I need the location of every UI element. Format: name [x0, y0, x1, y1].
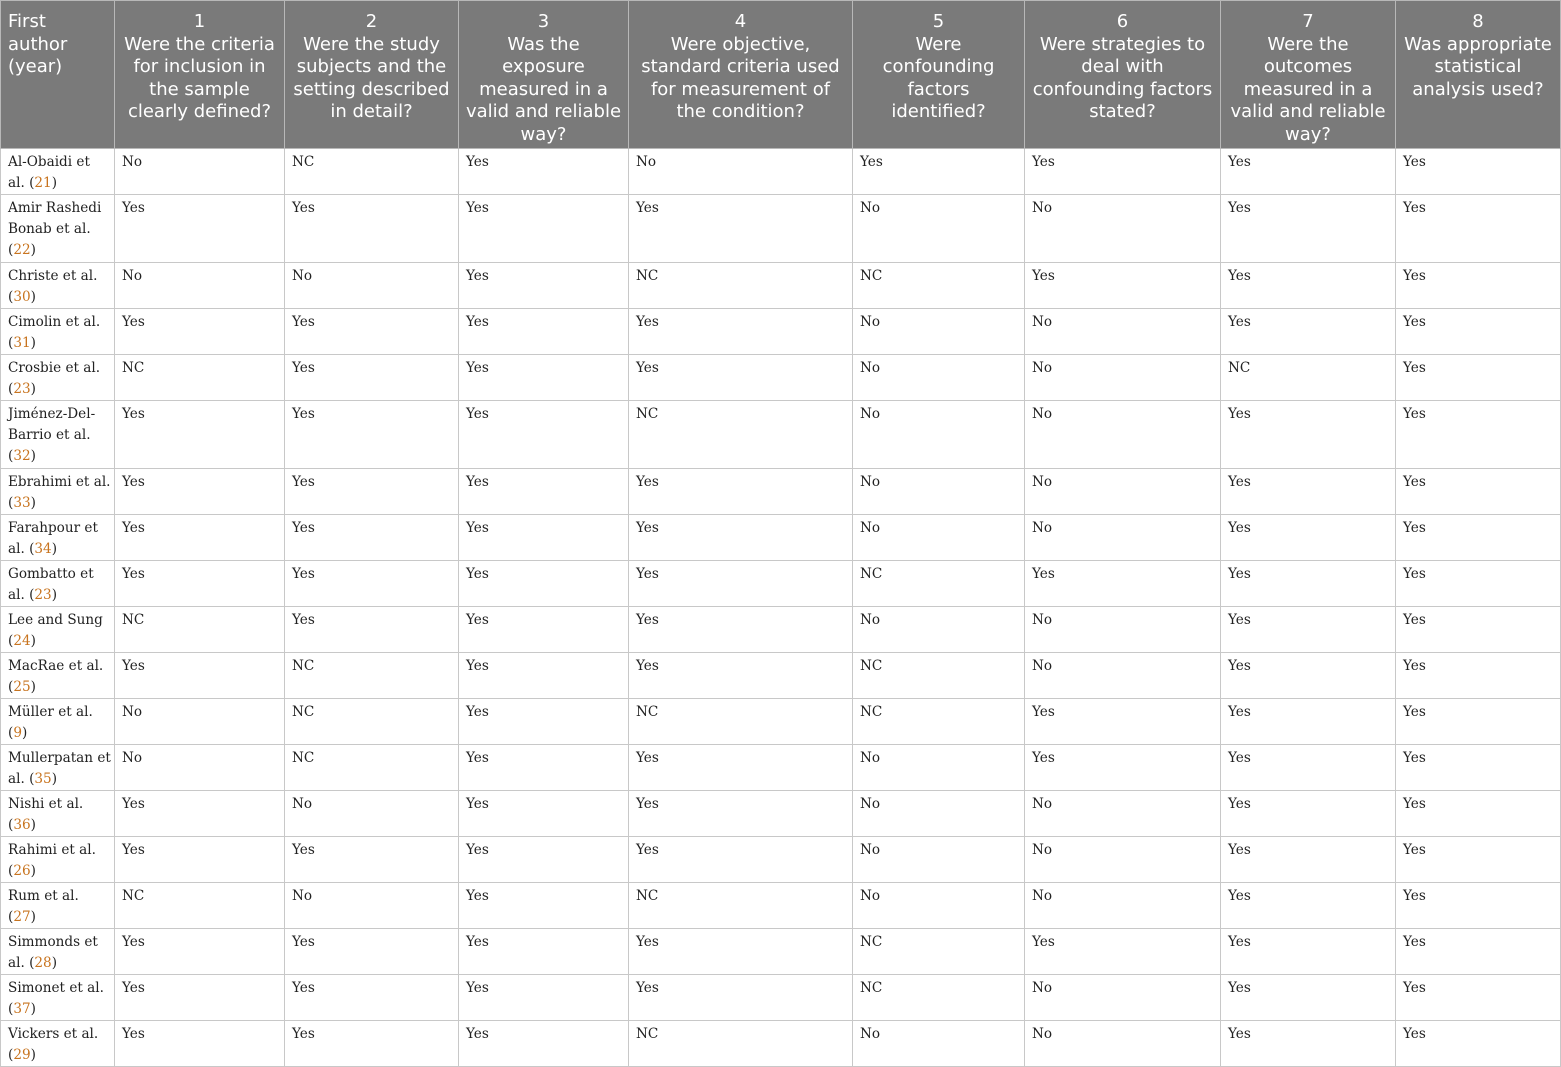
answer-cell-q5: No — [853, 883, 1025, 929]
answer-cell-q6: No — [1025, 837, 1221, 883]
answer-cell-q7: Yes — [1221, 883, 1396, 929]
table-row — [1, 929, 1561, 975]
answer-cell-q8: Yes — [1396, 791, 1561, 837]
answer-cell-q3: Yes — [459, 355, 629, 401]
answer-cell-q7: Yes — [1221, 837, 1396, 883]
answer-cell-q8: Yes — [1396, 469, 1561, 515]
answer-cell-q4: Yes — [629, 561, 853, 607]
reference-link[interactable]: 22 — [13, 242, 31, 258]
answer-cell-q2: Yes — [285, 515, 459, 561]
author-cell: Simmonds et al. (28) — [1, 929, 115, 975]
question-text: Were the outcomes measured in a valid and reliable way? — [1230, 33, 1386, 145]
answer-cell-q3: Yes — [459, 515, 629, 561]
author-cell: Rum et al. (27) — [1, 883, 115, 929]
author-cell: Lee and Sung (24) — [1, 607, 115, 653]
answer-cell-q1: Yes — [115, 469, 285, 515]
author-name: Jiménez-Del-Barrio et al. — [8, 406, 96, 443]
answer-cell-q5: NC — [853, 561, 1025, 607]
answer-cell-q8: Yes — [1396, 1021, 1561, 1067]
author-name: Müller et al. — [8, 704, 93, 720]
answer-cell-q7: Yes — [1221, 469, 1396, 515]
answer-cell-q2: Yes — [285, 355, 459, 401]
answer-cell-q7: Yes — [1221, 929, 1396, 975]
reference-link[interactable]: 21 — [34, 175, 52, 191]
answer-cell-q3: Yes — [459, 745, 629, 791]
author-cell: Farahpour et al. (34) — [1, 515, 115, 561]
author-cell: Simonet et al. (37) — [1, 975, 115, 1021]
author-name: Mullerpatan et al. — [8, 750, 111, 787]
author-name: Rum et al. — [8, 888, 79, 904]
author-name: Lee and Sung — [8, 612, 103, 628]
answer-cell-q2: Yes — [285, 195, 459, 263]
answer-cell-q5: No — [853, 309, 1025, 355]
answer-cell-q5: NC — [853, 975, 1025, 1021]
answer-cell-q8: Yes — [1396, 745, 1561, 791]
answer-cell-q1: Yes — [115, 653, 285, 699]
header-question-3 — [459, 1, 629, 149]
reference-link[interactable]: 23 — [13, 381, 31, 397]
reference-link[interactable]: 37 — [13, 1001, 31, 1017]
answer-cell-q7: Yes — [1221, 1021, 1396, 1067]
header-question-2 — [285, 1, 459, 149]
author-name: Crosbie et al. — [8, 360, 101, 376]
answer-cell-q4: NC — [629, 883, 853, 929]
question-number: 7 — [1302, 11, 1314, 32]
reference-link[interactable]: 32 — [13, 448, 31, 464]
answer-cell-q4: Yes — [629, 975, 853, 1021]
answer-cell-q7: Yes — [1221, 309, 1396, 355]
table-row — [1, 837, 1561, 883]
answer-cell-q6: No — [1025, 469, 1221, 515]
question-number: 1 — [193, 11, 206, 32]
question-text: Were objective, standard criteria used for measurement of the condition? — [641, 33, 840, 122]
answer-cell-q2: No — [285, 791, 459, 837]
answer-cell-q3: Yes — [459, 791, 629, 837]
author-cell: MacRae et al. (25) — [1, 653, 115, 699]
answer-cell-q7: Yes — [1221, 791, 1396, 837]
answer-cell-q5: No — [853, 1021, 1025, 1067]
reference-link[interactable]: 9 — [13, 725, 22, 741]
answer-cell-q7: Yes — [1221, 263, 1396, 309]
answer-cell-q6: Yes — [1025, 263, 1221, 309]
table-row — [1, 883, 1561, 929]
table-row — [1, 355, 1561, 401]
table-row — [1, 607, 1561, 653]
answer-cell-q2: Yes — [285, 929, 459, 975]
author-cell: Nishi et al. (36) — [1, 791, 115, 837]
author-cell: Christe et al. (30) — [1, 263, 115, 309]
answer-cell-q6: No — [1025, 515, 1221, 561]
answer-cell-q4: Yes — [629, 791, 853, 837]
reference-link[interactable]: 34 — [34, 541, 52, 557]
question-number: 2 — [365, 11, 378, 32]
author-name: Ebrahimi et al. — [8, 474, 111, 490]
answer-cell-q3: Yes — [459, 195, 629, 263]
author-name: Gombatto et al. — [8, 566, 94, 603]
answer-cell-q1: NC — [115, 607, 285, 653]
answer-cell-q2: Yes — [285, 401, 459, 469]
answer-cell-q4: NC — [629, 401, 853, 469]
answer-cell-q3: Yes — [459, 837, 629, 883]
answer-cell-q7: Yes — [1221, 561, 1396, 607]
answer-cell-q3: Yes — [459, 561, 629, 607]
table-row — [1, 401, 1561, 469]
answer-cell-q5: No — [853, 837, 1025, 883]
author-cell: Müller et al. (9) — [1, 699, 115, 745]
question-text: Were the study subjects and the setting described in detail? — [293, 33, 450, 122]
answer-cell-q6: No — [1025, 1021, 1221, 1067]
answer-cell-q2: No — [285, 883, 459, 929]
answer-cell-q6: No — [1025, 791, 1221, 837]
answer-cell-q6: No — [1025, 653, 1221, 699]
answer-cell-q8: Yes — [1396, 309, 1561, 355]
answer-cell-q3: Yes — [459, 149, 629, 195]
answer-cell-q1: Yes — [115, 309, 285, 355]
table-row — [1, 309, 1561, 355]
reference-link[interactable]: 29 — [13, 1047, 31, 1063]
answer-cell-q7: Yes — [1221, 515, 1396, 561]
reference-link[interactable]: 36 — [13, 817, 31, 833]
answer-cell-q1: Yes — [115, 1021, 285, 1067]
answer-cell-q5: No — [853, 515, 1025, 561]
answer-cell-q8: Yes — [1396, 355, 1561, 401]
author-cell: Rahimi et al. (26) — [1, 837, 115, 883]
header-first-author: First author (year) — [1, 1, 115, 149]
answer-cell-q5: No — [853, 745, 1025, 791]
reference-link[interactable]: 26 — [13, 863, 31, 879]
table-row — [1, 975, 1561, 1021]
header-question-8 — [1396, 1, 1561, 149]
answer-cell-q1: Yes — [115, 975, 285, 1021]
answer-cell-q4: Yes — [629, 837, 853, 883]
author-name: Christe et al. — [8, 268, 98, 284]
answer-cell-q8: Yes — [1396, 929, 1561, 975]
answer-cell-q6: Yes — [1025, 561, 1221, 607]
answer-cell-q8: Yes — [1396, 195, 1561, 263]
answer-cell-q7: Yes — [1221, 699, 1396, 745]
question-number: 3 — [537, 11, 550, 32]
author-cell: Al-Obaidi et al. (21) — [1, 149, 115, 195]
answer-cell-q2: Yes — [285, 469, 459, 515]
author-cell: Gombatto et al. (23) — [1, 561, 115, 607]
answer-cell-q6: No — [1025, 975, 1221, 1021]
answer-cell-q3: Yes — [459, 699, 629, 745]
answer-cell-q2: Yes — [285, 607, 459, 653]
reference-link[interactable]: 27 — [13, 909, 31, 925]
answer-cell-q8: Yes — [1396, 975, 1561, 1021]
answer-cell-q5: No — [853, 607, 1025, 653]
table-row — [1, 791, 1561, 837]
answer-cell-q1: Yes — [115, 561, 285, 607]
answer-cell-q3: Yes — [459, 929, 629, 975]
answer-cell-q1: No — [115, 745, 285, 791]
answer-cell-q2: Yes — [285, 561, 459, 607]
answer-cell-q8: Yes — [1396, 149, 1561, 195]
answer-cell-q1: Yes — [115, 929, 285, 975]
answer-cell-q4: Yes — [629, 745, 853, 791]
table-row — [1, 149, 1561, 195]
author-name: Amir Rashedi Bonab et al. — [8, 200, 102, 237]
author-name: Farahpour et al. — [8, 520, 98, 557]
answer-cell-q7: Yes — [1221, 975, 1396, 1021]
answer-cell-q1: NC — [115, 355, 285, 401]
answer-cell-q1: No — [115, 263, 285, 309]
answer-cell-q5: No — [853, 469, 1025, 515]
answer-cell-q1: Yes — [115, 791, 285, 837]
answer-cell-q2: Yes — [285, 309, 459, 355]
answer-cell-q4: Yes — [629, 309, 853, 355]
answer-cell-q4: Yes — [629, 355, 853, 401]
answer-cell-q3: Yes — [459, 263, 629, 309]
question-text: Was appropriate statistical analysis used? — [1404, 33, 1552, 100]
header-row — [1, 1, 1561, 149]
answer-cell-q1: Yes — [115, 515, 285, 561]
answer-cell-q5: No — [853, 195, 1025, 263]
table-row — [1, 263, 1561, 309]
answer-cell-q7: NC — [1221, 355, 1396, 401]
answer-cell-q3: Yes — [459, 607, 629, 653]
table-row — [1, 745, 1561, 791]
author-cell: Crosbie et al. (23) — [1, 355, 115, 401]
answer-cell-q3: Yes — [459, 975, 629, 1021]
question-number: 8 — [1472, 11, 1484, 32]
answer-cell-q1: Yes — [115, 195, 285, 263]
answer-cell-q5: NC — [853, 653, 1025, 699]
answer-cell-q6: Yes — [1025, 745, 1221, 791]
reference-link[interactable]: 30 — [13, 289, 31, 305]
answer-cell-q8: Yes — [1396, 401, 1561, 469]
reference-link[interactable]: 31 — [13, 335, 31, 351]
table-row — [1, 515, 1561, 561]
question-text: Were confounding factors identified? — [882, 33, 995, 122]
author-cell: Cimolin et al. (31) — [1, 309, 115, 355]
answer-cell-q4: NC — [629, 263, 853, 309]
header-question-7 — [1221, 1, 1396, 149]
answer-cell-q5: Yes — [853, 149, 1025, 195]
author-cell: Amir Rashedi Bonab et al. (22) — [1, 195, 115, 263]
answer-cell-q1: No — [115, 149, 285, 195]
answer-cell-q3: Yes — [459, 309, 629, 355]
answer-cell-q4: Yes — [629, 469, 853, 515]
table-row — [1, 653, 1561, 699]
author-name: Al-Obaidi et al. — [8, 154, 90, 191]
answer-cell-q1: NC — [115, 883, 285, 929]
question-text: Were the criteria for inclusion in the sample clearly defined? — [124, 33, 275, 122]
answer-cell-q6: Yes — [1025, 699, 1221, 745]
question-text: Was the exposure measured in a valid and reliable way? — [465, 33, 622, 145]
answer-cell-q3: Yes — [459, 883, 629, 929]
answer-cell-q6: No — [1025, 607, 1221, 653]
author-name: Vickers et al. — [8, 1026, 99, 1042]
answer-cell-q5: No — [853, 401, 1025, 469]
answer-cell-q6: No — [1025, 195, 1221, 263]
answer-cell-q1: No — [115, 699, 285, 745]
header-question-4 — [629, 1, 853, 149]
reference-link[interactable]: 24 — [13, 633, 31, 649]
answer-cell-q2: NC — [285, 149, 459, 195]
table-row — [1, 699, 1561, 745]
answer-cell-q7: Yes — [1221, 149, 1396, 195]
table-row — [1, 469, 1561, 515]
table-row — [1, 561, 1561, 607]
answer-cell-q3: Yes — [459, 401, 629, 469]
answer-cell-q7: Yes — [1221, 653, 1396, 699]
reference-link[interactable]: 28 — [34, 955, 52, 971]
answer-cell-q4: NC — [629, 1021, 853, 1067]
answer-cell-q2: Yes — [285, 975, 459, 1021]
answer-cell-q2: NC — [285, 653, 459, 699]
author-cell: Mullerpatan et al. (35) — [1, 745, 115, 791]
answer-cell-q7: Yes — [1221, 195, 1396, 263]
author-name: Rahimi et al. — [8, 842, 96, 858]
answer-cell-q5: NC — [853, 699, 1025, 745]
answer-cell-q8: Yes — [1396, 561, 1561, 607]
author-cell: Ebrahimi et al. (33) — [1, 469, 115, 515]
header-question-5 — [853, 1, 1025, 149]
answer-cell-q4: Yes — [629, 929, 853, 975]
answer-cell-q2: No — [285, 263, 459, 309]
answer-cell-q6: Yes — [1025, 149, 1221, 195]
reference-link[interactable]: 35 — [34, 771, 52, 787]
answer-cell-q1: Yes — [115, 401, 285, 469]
answer-cell-q1: Yes — [115, 837, 285, 883]
answer-cell-q7: Yes — [1221, 607, 1396, 653]
header-question-1 — [115, 1, 285, 149]
answer-cell-q8: Yes — [1396, 263, 1561, 309]
answer-cell-q8: Yes — [1396, 883, 1561, 929]
answer-cell-q2: NC — [285, 699, 459, 745]
answer-cell-q5: No — [853, 355, 1025, 401]
author-name: Cimolin et al. — [8, 314, 101, 330]
answer-cell-q6: Yes — [1025, 929, 1221, 975]
reference-link[interactable]: 25 — [13, 679, 31, 695]
question-number: 6 — [1116, 11, 1129, 32]
table-row — [1, 1021, 1561, 1067]
table-row — [1, 195, 1561, 263]
author-name: Simonet et al. — [8, 980, 104, 996]
answer-cell-q5: NC — [853, 263, 1025, 309]
answer-cell-q8: Yes — [1396, 699, 1561, 745]
author-name: MacRae et al. — [8, 658, 104, 674]
answer-cell-q6: No — [1025, 401, 1221, 469]
reference-link[interactable]: 33 — [13, 495, 31, 511]
author-cell: Vickers et al. (29) — [1, 1021, 115, 1067]
answer-cell-q3: Yes — [459, 653, 629, 699]
answer-cell-q5: NC — [853, 929, 1025, 975]
answer-cell-q4: NC — [629, 699, 853, 745]
answer-cell-q4: Yes — [629, 607, 853, 653]
answer-cell-q4: Yes — [629, 195, 853, 263]
header-question-6 — [1025, 1, 1221, 149]
answer-cell-q6: No — [1025, 355, 1221, 401]
author-cell: Jiménez-Del-Barrio et al. (32) — [1, 401, 115, 469]
answer-cell-q6: No — [1025, 883, 1221, 929]
answer-cell-q4: Yes — [629, 515, 853, 561]
answer-cell-q3: Yes — [459, 1021, 629, 1067]
question-number: 4 — [734, 11, 747, 32]
answer-cell-q8: Yes — [1396, 837, 1561, 883]
answer-cell-q2: NC — [285, 745, 459, 791]
question-number: 5 — [932, 11, 945, 32]
answer-cell-q5: No — [853, 791, 1025, 837]
question-text: Were strategies to deal with confounding factors stated? — [1032, 33, 1213, 122]
answer-cell-q8: Yes — [1396, 607, 1561, 653]
table-body — [1, 149, 1561, 1067]
reference-link[interactable]: 23 — [34, 587, 52, 603]
answer-cell-q4: Yes — [629, 653, 853, 699]
answer-cell-q8: Yes — [1396, 515, 1561, 561]
answer-cell-q3: Yes — [459, 469, 629, 515]
author-name: Simmonds et al. — [8, 934, 98, 971]
answer-cell-q2: Yes — [285, 837, 459, 883]
answer-cell-q2: Yes — [285, 1021, 459, 1067]
author-name: Nishi et al. — [8, 796, 84, 812]
answer-cell-q8: Yes — [1396, 653, 1561, 699]
answer-cell-q4: No — [629, 149, 853, 195]
answer-cell-q7: Yes — [1221, 745, 1396, 791]
answer-cell-q6: No — [1025, 309, 1221, 355]
answer-cell-q7: Yes — [1221, 401, 1396, 469]
